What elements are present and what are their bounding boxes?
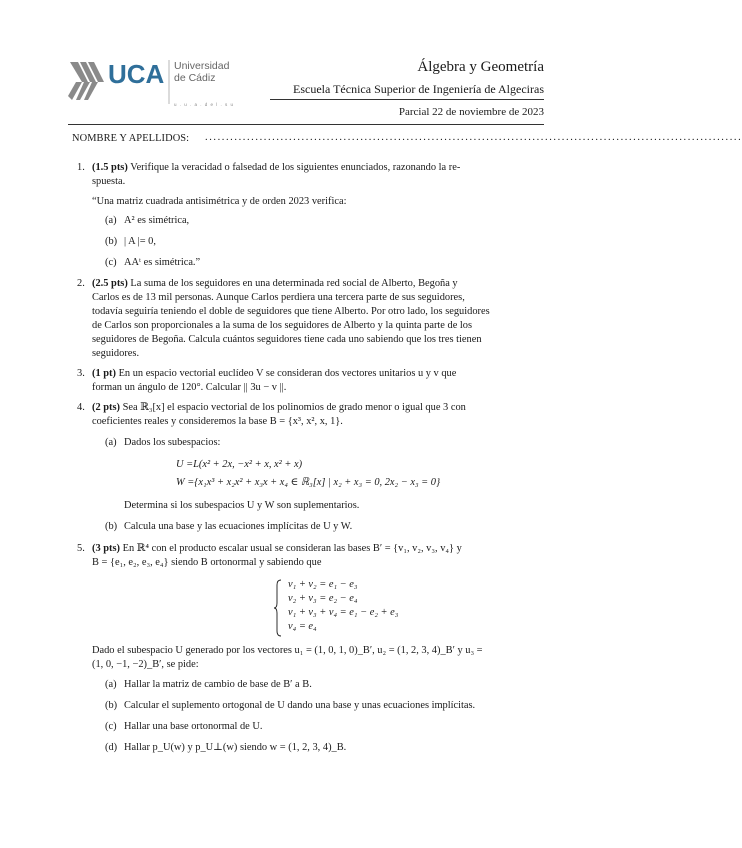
logo-university-name: Universidad de Cádiz [174,60,230,84]
equation-U: U =L(x² + 2x, −x² + x, x² + x) [176,459,303,470]
exam-date: Parcial 22 de noviembre de 2023 [398,106,544,118]
question-2: 2. (2.5 pts) La suma de los seguidores en una determinada red social de Alberto, Begoña y [77,278,458,289]
svg-text:UCA: UCA [108,59,165,89]
question-points: (2.5 pts) [92,278,128,289]
question-3-line: forman un ángulo de 120°. Calcular || 3u − v ||. [92,382,287,393]
system-eq-3: v₁ + v₃ + v₄ = e₁ − e₂ + e₃ [288,607,399,618]
question-5-paragraph: (1, 0, −1, −2)_B′, se pide: [92,659,199,670]
page-divider [68,124,544,125]
question-points: (1 pt) [92,368,116,379]
question-points: (3 pts) [92,543,120,554]
question-2-line: de Carlos son proporcionales a la suma de los seguidores de Alberto y la quinta parte de los [92,320,473,331]
question-number: 3. [77,368,85,379]
question-1-quote: “Una matriz cuadrada antisimétrica y de orden 2023 verifica: [92,196,347,207]
question-2-line: seguidores de Begoña. Calcula cuántos seguidores tiene cada uno sabiendo que los tres tienen [92,334,482,345]
subject-title: Álgebra y Geometría [417,59,544,75]
logo-tagline: u . u . a . d e l . s u [174,102,235,107]
question-text: Verifique la veracidad o falsedad de los siguientes enunciados, razonando la re- [130,162,461,173]
name-label: NOMBRE Y APELLIDOS: [72,133,190,144]
system-eq-4: v₄ = e₄ [288,621,317,632]
question-points: (2 pts) [92,402,120,413]
system-eq-1: v₁ + v₂ = e₁ − e₃ [288,579,358,590]
question-number: 4. [77,402,85,413]
question-5-paragraph: Dado el subespacio U generado por los vectores u₁ = (1, 0, 1, 0)_B′, u₂ = (1, 2, 3, 4)_B′ y u₃ = [92,645,483,656]
question-1-line2: spuesta. [92,176,126,187]
header-divider [270,99,544,100]
question-number: 1. [77,162,85,173]
question-points: (1.5 pts) [92,162,128,173]
question-4-line: coeficientes reales y consideremos la base B = {x³, x², x, 1}. [92,416,343,427]
question-number: 5. [77,543,85,554]
system-eq-2: v₂ + v₃ = e₂ − e₄ [288,593,358,604]
q4-item-a-task: Determina si los subespacios U y W son suplementarios. [124,500,360,511]
question-2-line: todavía seguiría teniendo el doble de seguidores que tiene Alberto. Por otro lado, los seguidores [92,306,490,317]
question-2-line: seguidores. [92,348,140,359]
equation-W: W ={x₁x³ + x₂x² + x₃x + x₄ ∈ ℝ₃[x] | x₂ + x₃ = 0, 2x₂ − x₃ = 0} [176,477,441,488]
question-1 [77,161,544,175]
name-field[interactable]: ................................................................................................................................ [205,132,742,143]
school-name: Escuela Técnica Superior de Ingeniería de Algeciras [293,82,544,96]
question-number: 2. [77,278,85,289]
question-5: 5. (3 pts) En ℝ⁴ con el producto escalar usual se consideran las bases B′ = {v₁, v₂, v₃, v₄} y [77,543,462,554]
question-4: 4. (2 pts) Sea ℝ₃[x] el espacio vectorial de los polinomios de grado menor o igual que 3 con [77,402,466,413]
question-5-line: B = {e₁, e₂, e₃, e₄} siendo B ortonormal y sabiendo que [92,557,322,568]
exam-page: UCA Universidad de Cádiz u . u . a . d e l . s u Álgebra y Geometría Escuela Técnica Superior de Ingeniería de Algeciras Parcial 22 de noviembre de 2023 NOMBRE Y APELLIDOS: ................................................................................................................................ 1. (1.5 pts) Verifique la veracidad o falsedad de los siguientes enunciados, razonando la re- spuesta. “Una matriz cuadrada antisimétrica y de orden 2023 verifica: (a) A² es simétrica, (b) | A |= 0, (c) AAᵗ es simétrica.” 2. (2.5 pts) La suma de los seguidores en una determinada red social de Alberto, Begoña y Carlos es de 13 mil personas. Aunque Carlos perdiera una tercera parte de sus seguidores, todavía seguiría teniendo el doble de seguidores que tiene Alberto. Por otro lado, los seguidores de Carlos son proporcionales a la suma de los seguidores de Alberto y la quinta parte de los seguidores de Begoña. Calcula cuántos seguidores tiene cada uno sabiendo que los tres tienen seguidores. 3. (1 pt) En un espacio vectorial euclídeo V se consideran dos vectores unitarios u y v que forman un ángulo de 120°. Calcular || 3u − v ||. 4. (2 pts) Sea ℝ₃[x] el espacio vectorial de los polinomios de grado menor o igual que 3 con coeficientes reales y consideremos la base B = {x³, x², x, 1}. (a) Dados los subespacios: U =L(x² + 2x, −x² + x, x² + x) W ={x₁x³ + x₂x² + x₃x + x₄ ∈ ℝ₃[x] | x₂ + x₃ = 0, 2x₂ − x₃ = 0} Determina si los subespacios U y W son suplementarios. (b) Calcula una base y las ecuaciones implícitas de U y W. 5. (3 pts) En ℝ⁴ con el producto escalar usual se consideran las bases B′ = {v₁, v₂, v₃, v₄} y B = {e₁, e₂, e₃, e₄} siendo B ortonormal y sabiendo que v₁ + v₂ = e₁ − e₃ v₂ + v₃ = e₂ − e₄ v₁ + v₃ + v₄ = e₁ − e₂ + e₃ v₄ = e₄ Dado el subespacio U generado por los vectores u₁ = (1, 0, 1, 0)_B′, u₂ = (1, 2, 3, 4)_B′ y u₃ = (1, 0, −1, −2)_B′, se pide: (a) Hallar la matriz de cambio de base de B′ a B. (b) Calcular el suplemento ortogonal de U dando una base y unas ecuaciones implícitas. (c) Hallar una base ortonormal de U. (d) Hallar p_U(w) y p_U⊥(w) siendo w = (1, 2, 3, 4)_B. [0,0,600,848]
question-3: 3. (1 pt) En un espacio vectorial euclídeo V se consideran dos vectores unitarios u y v que [77,368,457,379]
system-brace [274,579,282,637]
question-2-line: Carlos es de 13 mil personas. Aunque Carlos perdiera una tercera parte de sus seguidores, [92,292,465,303]
